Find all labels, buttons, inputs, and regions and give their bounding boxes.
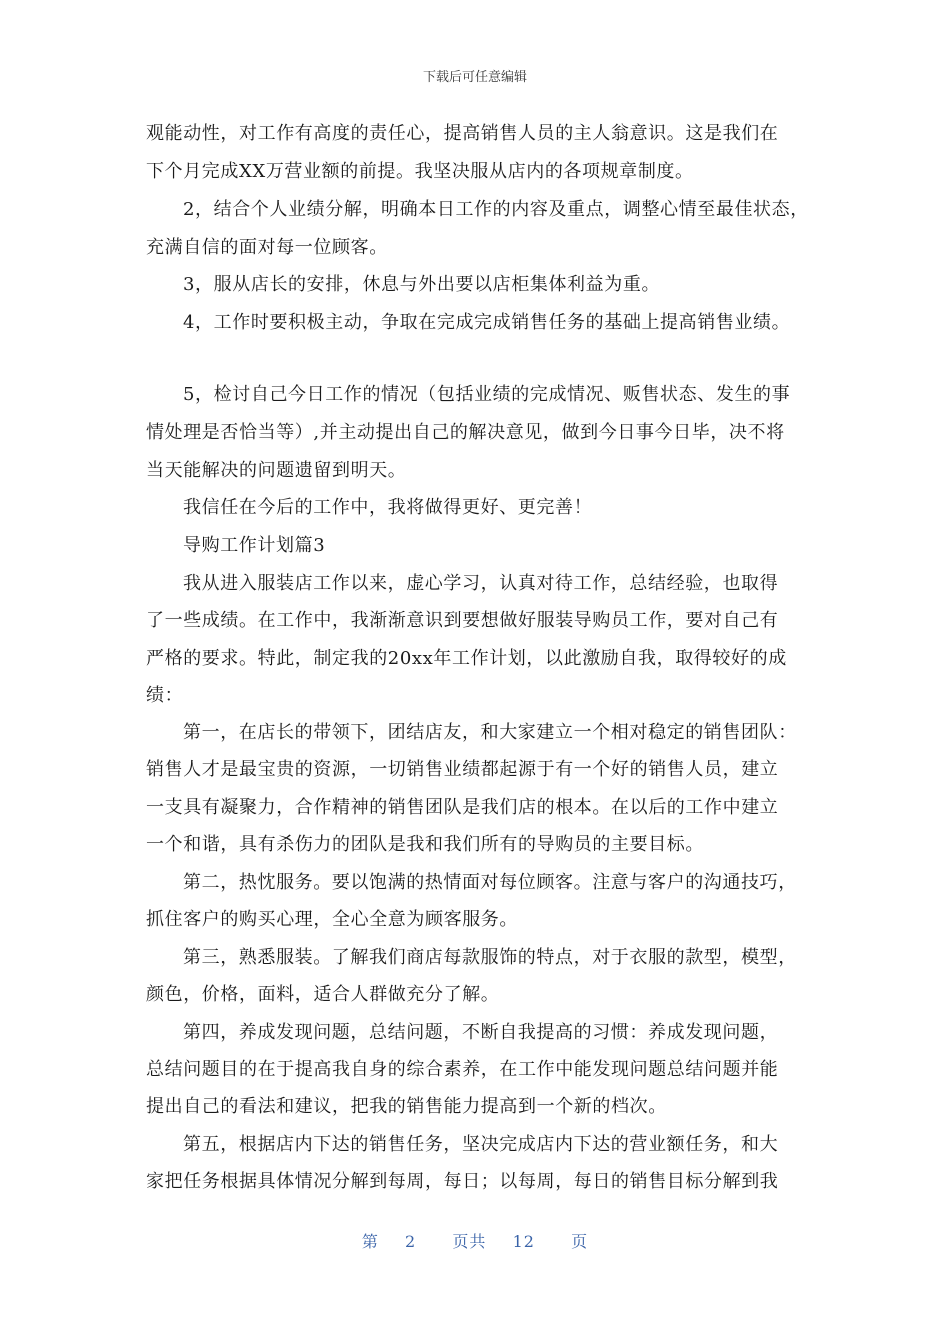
section-heading: 导购工作计划篇3 bbox=[183, 535, 326, 556]
text-line: 下个月完成XX万营业额的前提。我坚决服从店内的各项规章制度。 bbox=[146, 161, 694, 182]
page-header: 下载后可任意编辑 bbox=[422, 70, 527, 85]
footer-page-total: 12 bbox=[512, 1232, 535, 1251]
text-line: 一支具有凝聚力，合作精神的销售团队是我们店的根本。在以后的工作中建立 bbox=[146, 797, 779, 818]
text-line: 当天能解决的问题遗留到明天。 bbox=[146, 460, 407, 481]
text-line: 绩： bbox=[146, 685, 184, 706]
footer-label-of: 页共 bbox=[452, 1232, 487, 1251]
text-line: 第一，在店长的带领下，团结店友，和大家建立一个相对稳定的销售团队： bbox=[183, 722, 797, 743]
text-line: 我信任在今后的工作中，我将做得更好、更完善！ bbox=[183, 497, 593, 518]
footer-label-page: 第 bbox=[361, 1232, 379, 1251]
text-line: 一个和谐，具有杀伤力的团队是我和我们所有的导购员的主要目标。 bbox=[146, 834, 704, 855]
text-line: 观能动性，对工作有高度的责任心，提高销售人员的主人翁意识。这是我们在 bbox=[146, 123, 779, 144]
text-line: 销售人才是最宝贵的资源，一切销售业绩都起源于有一个好的销售人员，建立 bbox=[146, 759, 779, 780]
text-line: 第四，养成发现问题，总结问题，不断自我提高的习惯：养成发现问题， bbox=[183, 1022, 779, 1043]
text-line: 情处理是否恰当等）,并主动提出自己的解决意见，做到今日事今日毕，决不将 bbox=[146, 422, 785, 443]
text-line: 抓住客户的购买心理，全心全意为顾客服务。 bbox=[146, 909, 518, 930]
text-line: 2，结合个人业绩分解，明确本日工作的内容及重点，调整心情至最佳状态， bbox=[183, 199, 809, 220]
text-line: 我从进入服装店工作以来，虚心学习，认真对待工作，总结经验，也取得 bbox=[183, 573, 779, 594]
page-footer bbox=[0, 1229, 950, 1252]
text-line: 4，工作时要积极主动，争取在完成完成销售任务的基础上提高销售业绩。 bbox=[183, 312, 791, 333]
text-line: 第二，热忱服务。要以饱满的热情面对每位顾客。注意与客户的沟通技巧， bbox=[183, 872, 797, 893]
text-line: 5，检讨自己今日工作的情况（包括业绩的完成情况、贩售状态、发生的事 bbox=[183, 384, 791, 405]
text-line: 家把任务根据具体情况分解到每周，每日；以每周，每日的销售目标分解到我 bbox=[146, 1171, 779, 1192]
footer-page-current: 2 bbox=[405, 1232, 417, 1251]
text-line: 严格的要求。特此，制定我的20xx年工作计划，以此激励自我，取得较好的成 bbox=[146, 648, 787, 669]
text-line: 颜色，价格，面料，适合人群做充分了解。 bbox=[146, 984, 500, 1005]
text-line: 总结问题目的在于提高我自身的综合素养，在工作中能发现问题总结问题并能 bbox=[146, 1059, 779, 1080]
text-line: 第三，熟悉服装。了解我们商店每款服饰的特点，对于衣服的款型，模型， bbox=[183, 947, 797, 968]
text-line: 充满自信的面对每一位顾客。 bbox=[146, 237, 388, 258]
text-line: 第五，根据店内下达的销售任务，坚决完成店内下达的营业额任务，和大 bbox=[183, 1134, 779, 1155]
footer-label-unit: 页 bbox=[571, 1232, 589, 1251]
text-line: 3，服从店长的安排，休息与外出要以店柜集体利益为重。 bbox=[183, 274, 661, 295]
text-line: 了一些成绩。在工作中，我渐渐意识到要想做好服装导购员工作，要对自己有 bbox=[146, 610, 779, 631]
text-line: 提出自己的看法和建议，把我的销售能力提高到一个新的档次。 bbox=[146, 1096, 667, 1117]
